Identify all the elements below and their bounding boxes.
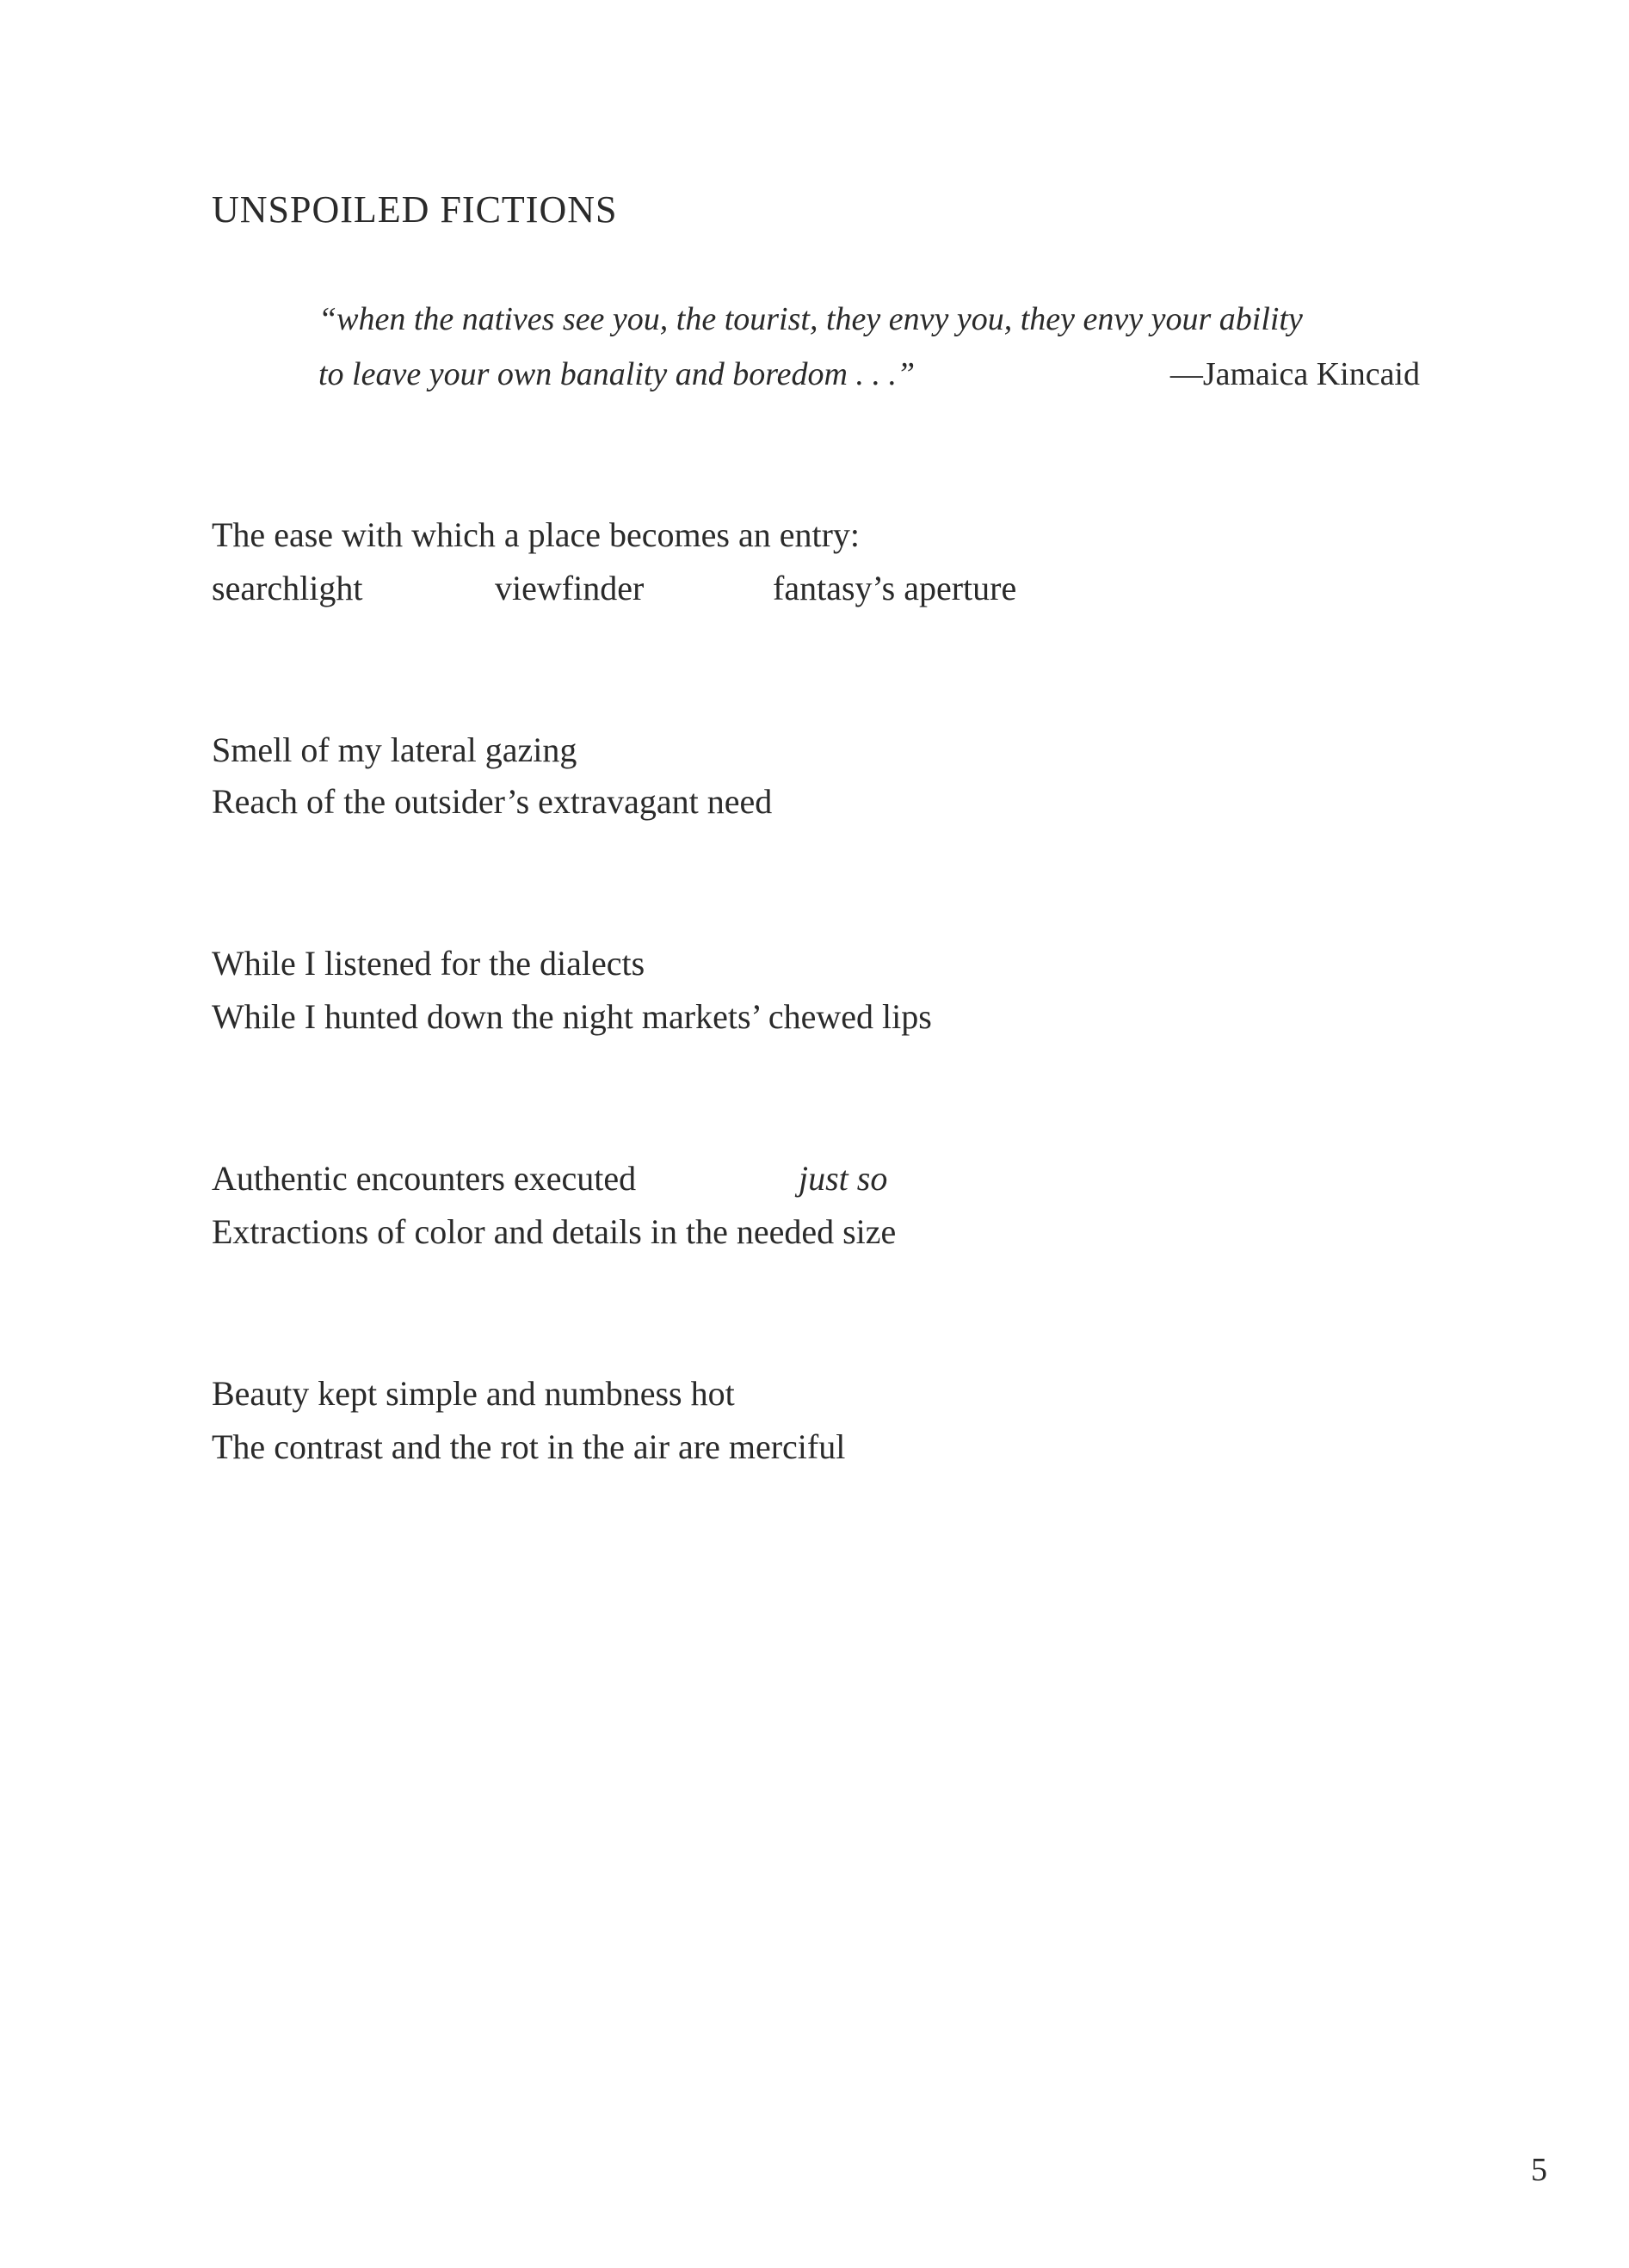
stanza-1-line-2-part-1: searchlight bbox=[212, 569, 363, 607]
epigraph-attribution: —Jamaica Kincaid bbox=[1169, 356, 1420, 392]
stanza-4-line-1-part-2: just so bbox=[799, 1159, 888, 1198]
epigraph-line-2: to leave your own banality and boredom . . .” bbox=[318, 356, 916, 392]
page-number: 5 bbox=[1531, 2152, 1547, 2188]
epigraph-line-1: “when the natives see you, the tourist, they envy you, they envy your ability bbox=[318, 301, 1303, 337]
stanza-2-line-2: Reach of the outsider’s extravagant need bbox=[212, 782, 773, 821]
stanza-2-line-1: Smell of my lateral gazing bbox=[212, 730, 577, 769]
stanza-1-line-2-part-3: fantasy’s aperture bbox=[773, 569, 1017, 607]
stanza-1-line-1: The ease with which a place becomes an entry: bbox=[212, 515, 861, 554]
poem-title: UNSPOILED FICTIONS bbox=[212, 188, 618, 231]
stanza-5-line-2: The contrast and the rot in the air are merciful bbox=[212, 1427, 846, 1466]
stanza-3-line-2: While I hunted down the night markets’ chewed lips bbox=[212, 997, 932, 1036]
stanza-1-line-2-part-2: viewfinder bbox=[495, 569, 645, 607]
stanza-3-line-1: While I listened for the dialects bbox=[212, 944, 645, 983]
stanza-4-line-1-part-1: Authentic encounters executed bbox=[212, 1159, 637, 1198]
stanza-4-line-2: Extractions of color and details in the needed size bbox=[212, 1212, 897, 1251]
stanza-5-line-1: Beauty kept simple and numbness hot bbox=[212, 1374, 735, 1413]
